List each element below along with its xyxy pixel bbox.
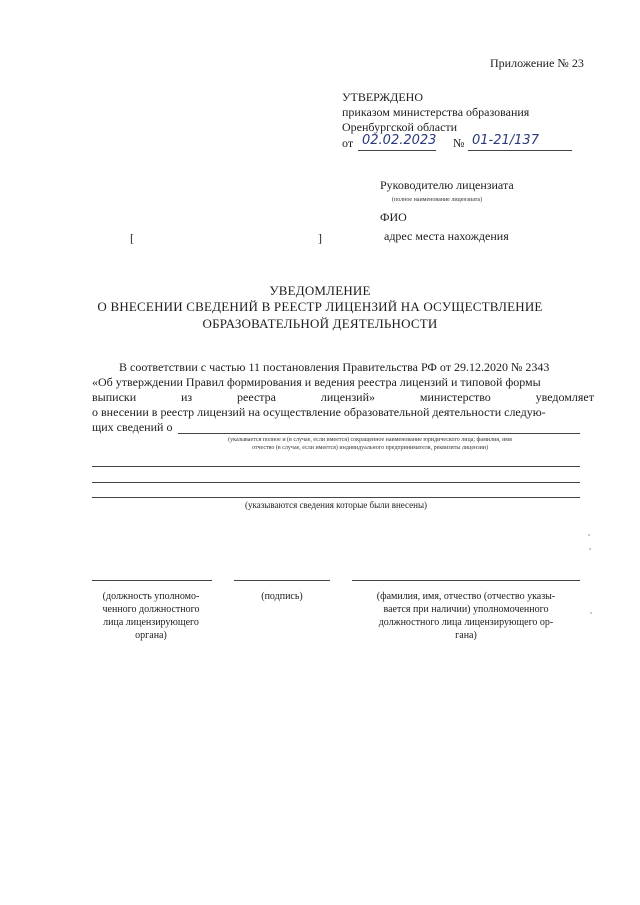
approval-date-prefix: от <box>342 136 354 150</box>
signature-caption: (подпись) <box>261 591 303 602</box>
approval-line-2: Оренбургской области <box>342 120 458 134</box>
doc-title-line-1: УВЕДОМЛЕНИЕ <box>269 283 371 298</box>
addressee-fio: ФИО <box>380 210 407 224</box>
scan-speck <box>588 534 590 536</box>
body-line-1: В соответствии с частью 11 постановления Правительства РФ от 29.12.2020 № 2343 <box>119 360 550 374</box>
addressee-head-note: (полное наименование лицензиата) <box>392 197 483 203</box>
body-line-3 <box>92 390 594 405</box>
body-line-3-word: уведомляет <box>535 390 594 404</box>
subject-fill-line <box>178 433 580 434</box>
appendix-number: Приложение № 23 <box>490 56 584 70</box>
body-line-3-word: министерство <box>419 390 491 404</box>
subject-note-1: (указывается полное и (в случае, если имеется) сокращенное наименование юридического лица; фамилия, имя <box>228 437 512 443</box>
body-line-4: о внесении в реестр лицензий на осуществление образовательной деятельности следую- <box>92 405 546 419</box>
bracket-open: [ <box>130 231 134 245</box>
addressee-address: адрес места нахождения <box>384 229 509 243</box>
body-line-3-word: из <box>181 390 193 404</box>
doc-title-line-2: О ВНЕСЕНИИ СВЕДЕНИЙ В РЕЕСТР ЛИЦЕНЗИЙ НА ОСУЩЕСТВЛЕНИЕ <box>97 299 543 314</box>
scan-speck <box>590 612 592 614</box>
approval-date-value: 02.02.2023 <box>362 133 437 148</box>
body-line-2: «Об утверждении Правил формирования и ведения реестра лицензий и типовой формы <box>92 375 541 389</box>
approval-number-value: 01-21/137 <box>472 133 539 148</box>
subject-note-2: отчество (в случае, если имеется) индивидуального предпринимателя, реквизиты лицензии) <box>251 445 488 451</box>
name-signature-line <box>352 580 580 581</box>
scan-speck <box>589 548 591 550</box>
bracket-close: ] <box>318 231 322 245</box>
changes-fill-line-1 <box>92 466 580 467</box>
body-line-3-word: лицензий» <box>320 390 376 404</box>
changes-fill-line-3 <box>92 497 580 498</box>
addressee-head: Руководителю лицензиата <box>380 178 514 192</box>
signature-line <box>234 580 330 581</box>
changes-fill-line-2 <box>92 482 580 483</box>
body-line-3-word: выписки <box>92 390 137 404</box>
position-caption: (должность уполномо- ченного должностного лица лицензирующего органа) <box>102 591 200 641</box>
position-signature-line <box>92 580 212 581</box>
approval-heading: УТВЕРЖДЕНО <box>342 90 424 104</box>
name-caption: (фамилия, имя, отчество (отчество указы- вается при наличии) уполномоченного должностного лица лицензирующего ор- гана) <box>376 591 556 641</box>
changes-note: (указываются сведения которые были внесены) <box>245 500 427 510</box>
approval-line-1: приказом министерства образования <box>342 105 530 119</box>
body-line-5: щих сведений о <box>92 420 173 434</box>
body-line-3-word: реестра <box>237 390 277 404</box>
approval-number-prefix: № <box>453 136 465 150</box>
doc-title-line-3: ОБРАЗОВАТЕЛЬНОЙ ДЕЯТЕЛЬНОСТИ <box>202 316 438 331</box>
date-underline <box>358 150 436 151</box>
number-underline <box>468 150 572 151</box>
